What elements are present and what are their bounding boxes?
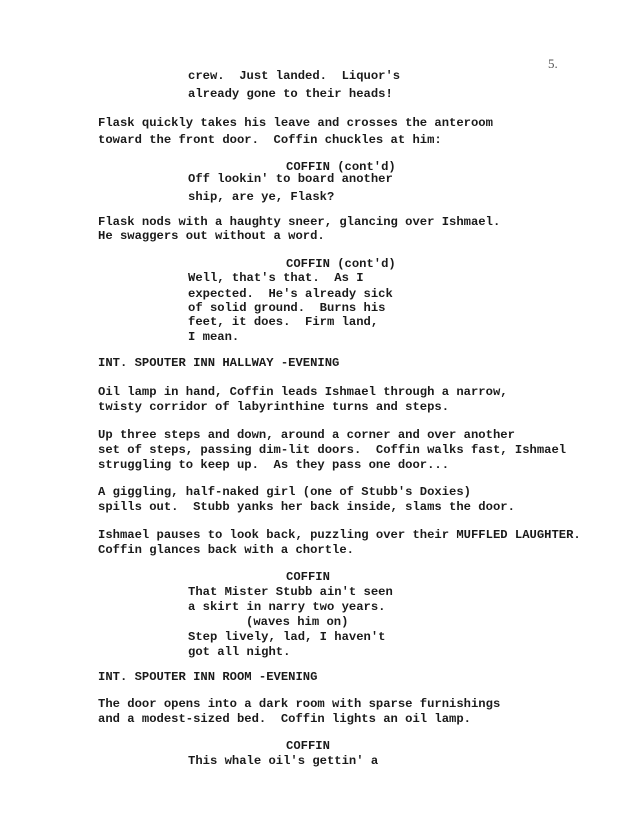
dialogue-line: Step lively, lad, I haven't: [188, 630, 386, 644]
action-line: Up three steps and down, around a corner and over another: [98, 428, 515, 442]
character-name: COFFIN (cont'd): [286, 160, 396, 174]
action-line: Oil lamp in hand, Coffin leads Ishmael through a narrow,: [98, 385, 508, 399]
action-line: A giggling, half-naked girl (one of Stubb's Doxies): [98, 485, 471, 499]
action-line: He swaggers out without a word.: [98, 229, 325, 243]
dialogue-line: Well, that's that. As I: [188, 271, 364, 285]
dialogue-line: a skirt in narry two years.: [188, 600, 386, 614]
action-line: The door opens into a dark room with sparse furnishings: [98, 697, 501, 711]
character-name: COFFIN: [286, 739, 330, 753]
action-line: Flask nods with a haughty sneer, glancing over Ishmael.: [98, 215, 501, 229]
dialogue-line: I mean.: [188, 330, 240, 344]
dialogue-line: Off lookin' to board another: [188, 172, 393, 186]
dialogue-line: ship, are ye, Flask?: [188, 190, 335, 204]
page-number: 5.: [548, 56, 558, 71]
action-line: Ishmael pauses to look back, puzzling over their MUFFLED LAUGHTER.: [98, 528, 581, 542]
dialogue-line: crew. Just landed. Liquor's: [188, 69, 401, 83]
action-line: and a modest-sized bed. Coffin lights an oil lamp.: [98, 712, 471, 726]
scene-heading: INT. SPOUTER INN ROOM -EVENING: [98, 670, 318, 684]
action-line: set of steps, passing dim-lit doors. Coffin walks fast, Ishmael: [98, 443, 567, 457]
action-line: spills out. Stubb yanks her back inside, slams the door.: [98, 500, 515, 514]
dialogue-line: already gone to their heads!: [188, 87, 393, 101]
character-name: COFFIN (cont'd): [286, 257, 396, 271]
action-line: twisty corridor of labyrinthine turns and steps.: [98, 400, 450, 414]
scene-heading: INT. SPOUTER INN HALLWAY -EVENING: [98, 356, 340, 370]
action-line: toward the front door. Coffin chuckles at him:: [98, 133, 442, 147]
parenthetical: (waves him on): [246, 615, 349, 629]
dialogue-line: This whale oil's gettin' a: [188, 754, 379, 768]
dialogue-line: got all night.: [188, 645, 291, 659]
action-line: Flask quickly takes his leave and crosses the anteroom: [98, 116, 493, 130]
action-line: struggling to keep up. As they pass one door...: [98, 458, 450, 472]
dialogue-line: That Mister Stubb ain't seen: [188, 585, 393, 599]
dialogue-line: of solid ground. Burns his: [188, 301, 386, 315]
dialogue-line: feet, it does. Firm land,: [188, 315, 379, 329]
dialogue-line: expected. He's already sick: [188, 287, 393, 301]
action-line: Coffin glances back with a chortle.: [98, 543, 354, 557]
character-name: COFFIN: [286, 570, 330, 584]
